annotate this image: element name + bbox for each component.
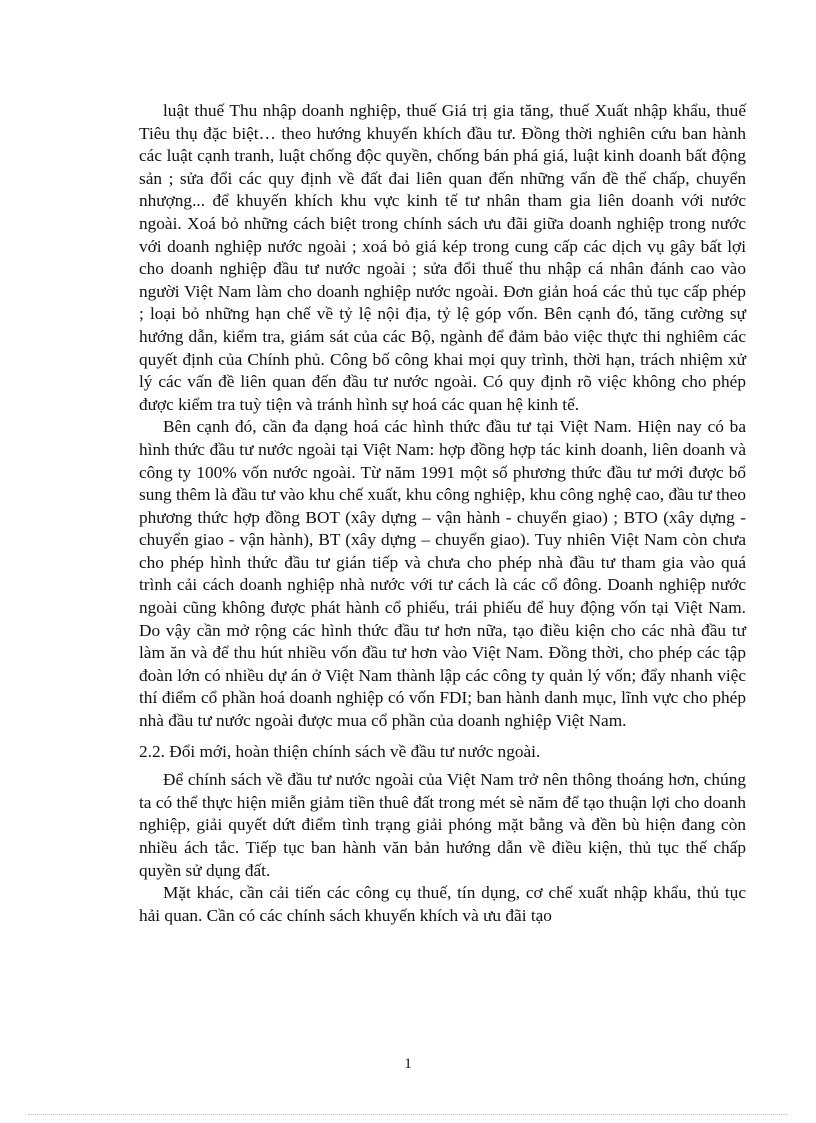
page-body: [139, 100, 746, 927]
section-heading: 2.2. Đổi mới, hoàn thiện chính sách về đầu tư nước ngoài.: [139, 741, 541, 761]
page-bottom-divider: [28, 1114, 788, 1115]
paragraph-tax-customs: Mặt khác, cần cải tiến các công cụ thuế, tín dụng, cơ chế xuất nhập khẩu, thủ tục hải quan. Cần có các chính sách khuyến khích và ưu đãi tạo: [139, 883, 746, 925]
paragraph-investment-forms: Bên cạnh đó, cần đa dạng hoá các hình thức đầu tư tại Việt Nam. Hiện nay có ba hình thức đầu tư nước ngoài tại Việt Nam: hợp đồng hợp tác kinh doanh, liên doanh và công ty 100% vốn nước ngoài. Từ năm 1991 một số phương thức đầu tư mới được bổ sung thêm là đầu tư vào khu chế xuất, khu công nghiệp, khu công nghệ cao, đầu tư theo phương thức hợp đồng BOT (xây dựng – vận hành - chuyển giao) ; BTO (xây dựng - chuyển giao - vận hành), BT (xây dựng – chuyển giao). Tuy nhiên Việt Nam còn chưa cho phép hình thức đầu tư gián tiếp và chưa cho phép nhà đầu tư tham gia vào quá trình cải cách doanh nghiệp nhà nước với tư cách là các cổ đông. Doanh nghiệp nước ngoài cũng không được phát hành cổ phiếu, trái phiếu để huy động vốn tại Việt Nam. Do vậy cần mở rộng các hình thức đầu tư hơn nữa, tạo điều kiện cho các nhà đầu tư làm ăn và để thu hút nhiều vốn đầu tư hơn vào Việt Nam. Đồng thời, cho phép các tập đoàn lớn có nhiều dự án ở Việt Nam thành lập các công ty quản lý vốn; đẩy nhanh việc thí điểm cổ phần hoá doanh nghiệp có vốn FDI; ban hành danh mục, lĩnh vực cho phép nhà đầu tư nước ngoài được mua cổ phần của doanh nghiệp Việt Nam.: [139, 417, 746, 731]
paragraph-legal-reform: luật thuế Thu nhập doanh nghiệp, thuế Giá trị gia tăng, thuế Xuất nhập khẩu, thuế Tiêu thụ đặc biệt… theo hướng khuyến khích đầu tư. Đồng thời nghiên cứu ban hành các luật cạnh tranh, luật chống độc quyền, chống bán phá giá, luật kinh doanh bất động sản ; sửa đổi các quy định về đất đai liên quan đến những vấn đề thế chấp, chuyển nhượng... để khuyến khích khu vực kinh tế tư nhân tham gia liên doanh với nước ngoài. Xoá bỏ những cách biệt trong chính sách ưu đãi giữa doanh nghiệp trong nước với doanh nghiệp nước ngoài ; xoá bỏ giá kép trong cung cấp các dịch vụ gây bất lợi cho doanh nghiệp đầu tư nước ngoài ; sửa đổi thuế thu nhập cá nhân đánh cao vào người Việt Nam làm cho doanh nghiệp nước ngoài. Đơn giản hoá các thủ tục cấp phép ; loại bỏ những hạn chế về tỷ lệ nội địa, tỷ lệ góp vốn. Bên cạnh đó, tăng cường sự hướng dẫn, kiểm tra, giám sát của các Bộ, ngành để đảm bảo việc thực thi nghiêm các quyết định của Chính phủ. Công bố công khai mọi quy trình, thời hạn, trách nhiệm xử lý các vấn đề liên quan đến đầu tư nước ngoài. Có quy định rõ việc không cho phép được kiểm tra tuỳ tiện và tránh hình sự hoá các quan hệ kinh tế.: [139, 101, 746, 414]
page-number: 1: [404, 1056, 412, 1072]
paragraph-land-policy: Để chính sách về đầu tư nước ngoài của Việt Nam trở nên thông thoáng hơn, chúng ta có thể thực hiện miễn giảm tiền thuê đất trong mét sè năm để tạo thuận lợi cho doanh nghiệp, giải quyết dứt điểm tình trạng giải phóng mặt bằng và đền bù hiện đang còn nhiều ách tắc. Tiếp tục ban hành văn bản hướng dẫn về điều kiện, thủ tục thế chấp quyền sử dụng đất.: [139, 770, 746, 880]
